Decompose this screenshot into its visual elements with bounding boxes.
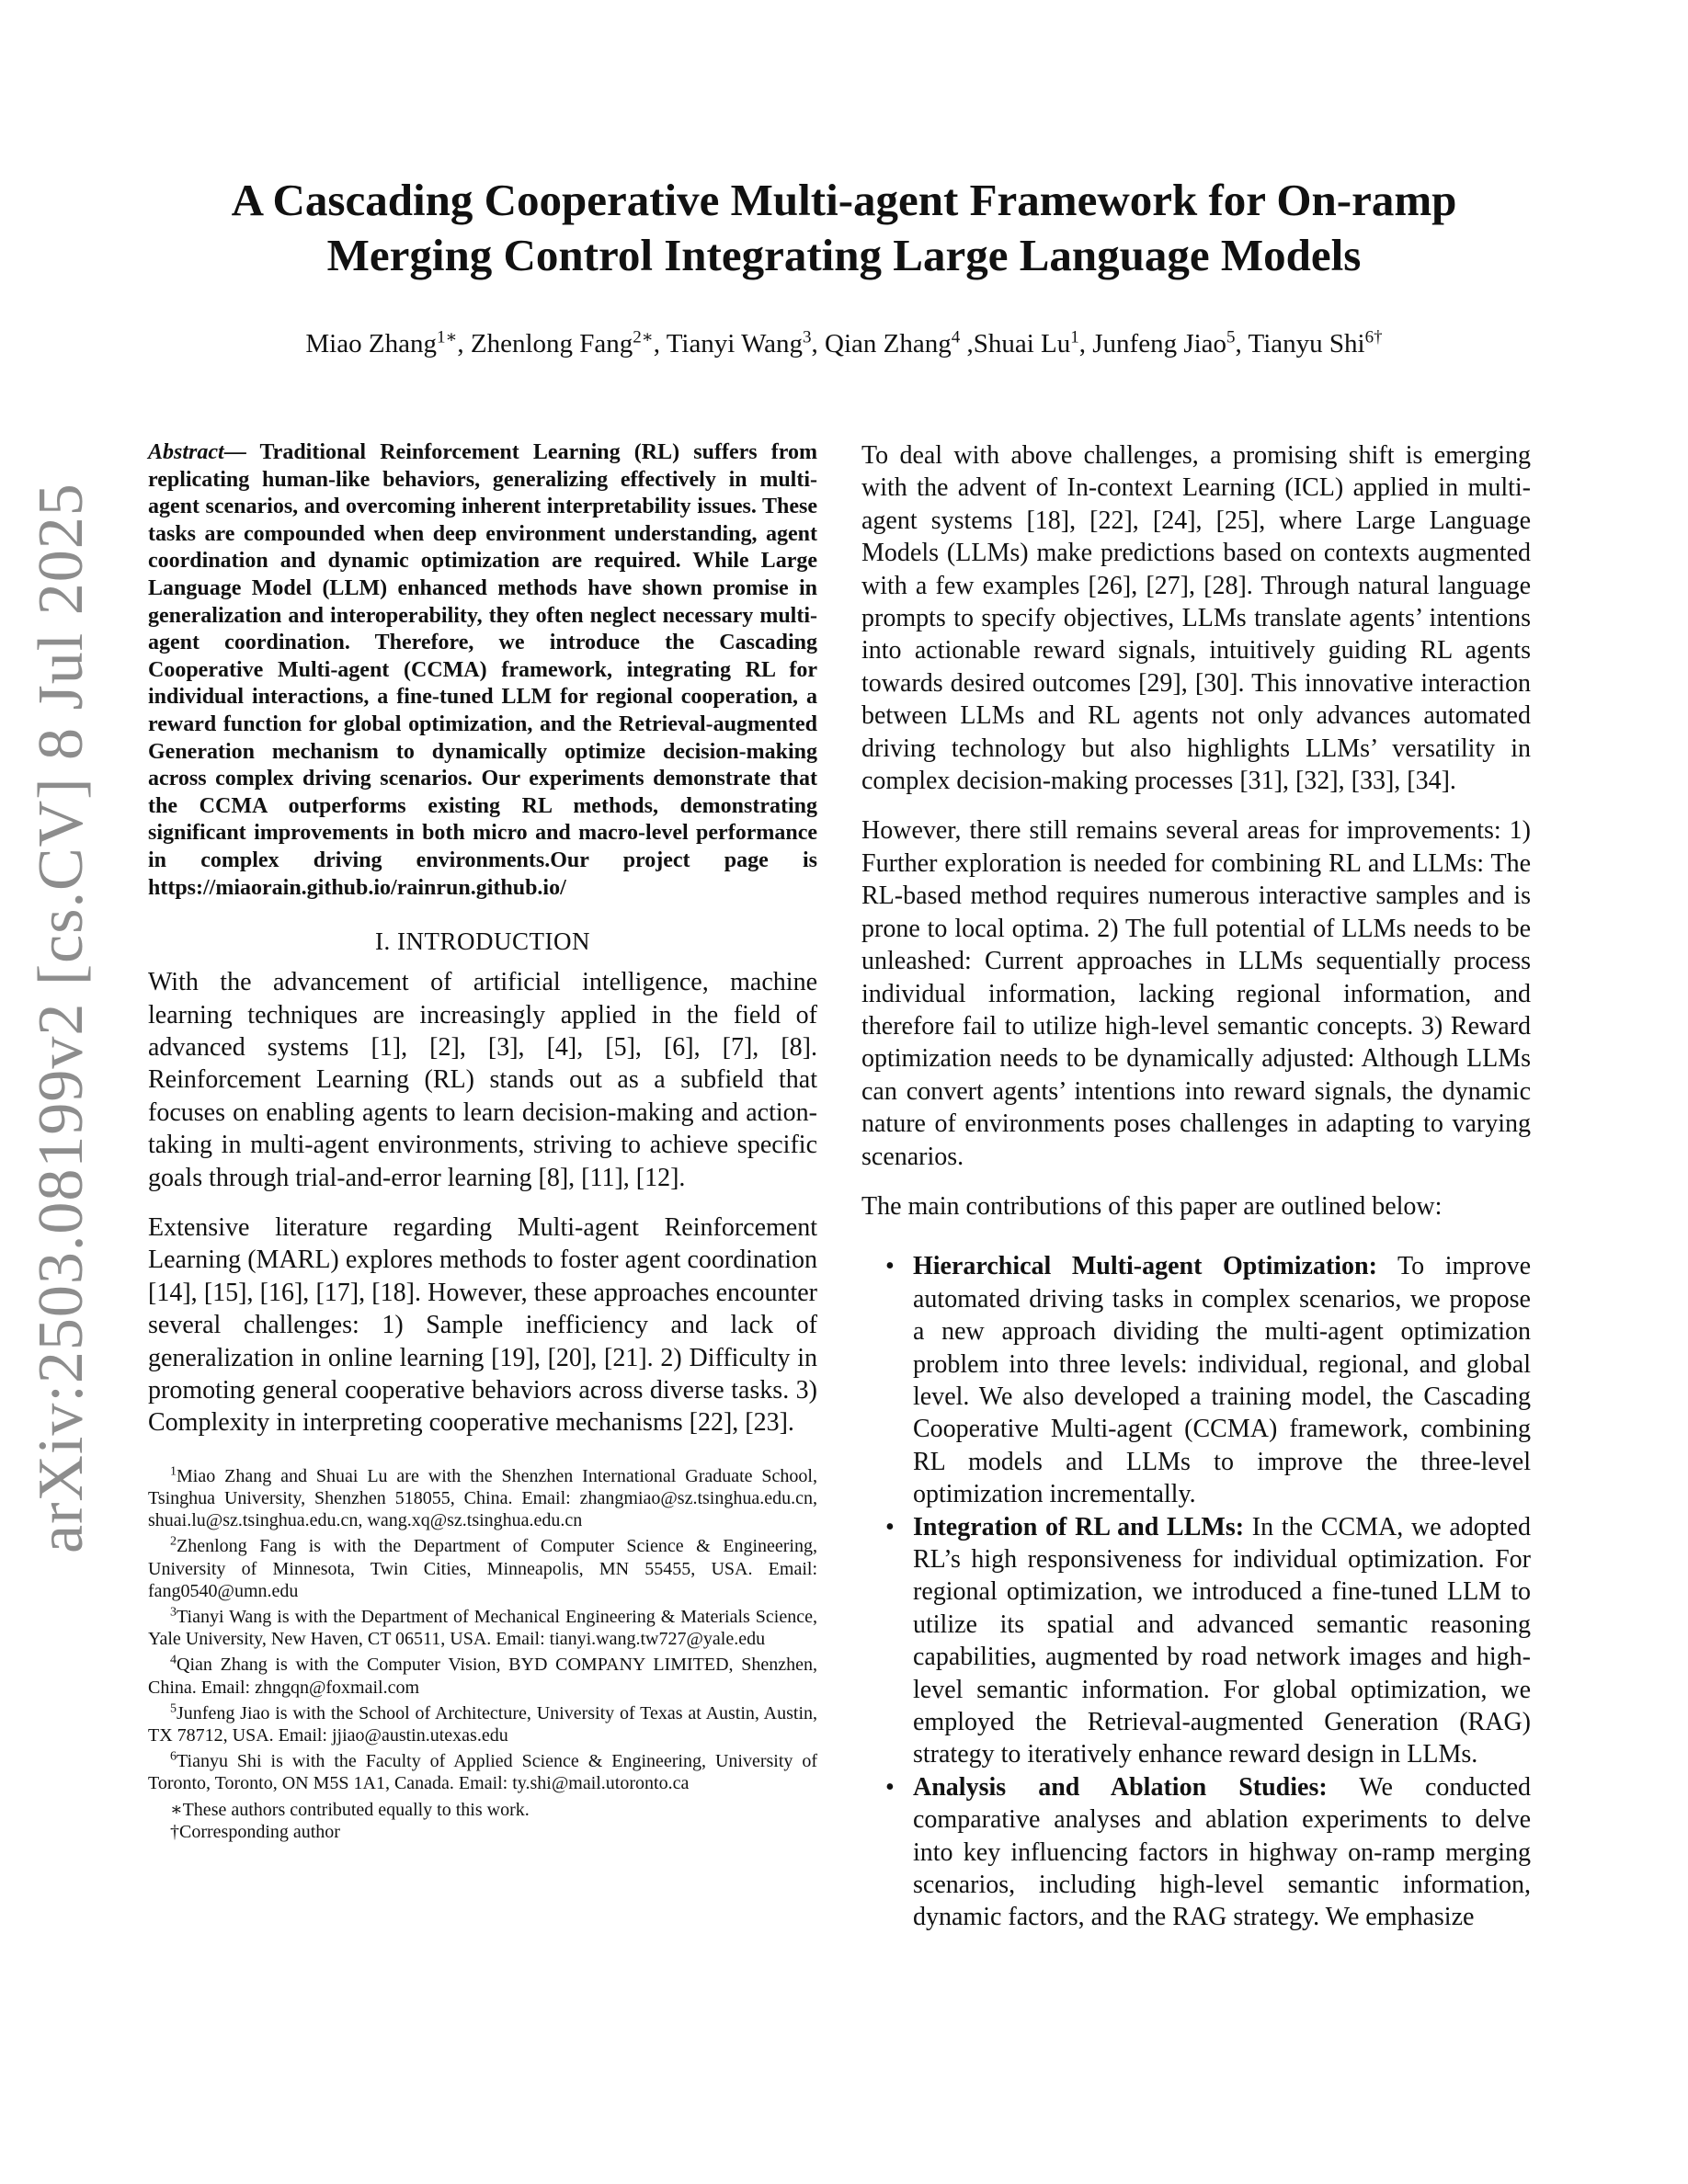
author-name: Miao Zhang xyxy=(305,329,437,358)
contribution-heading: Integration of RL and LLMs: xyxy=(913,1512,1245,1541)
bullet-icon: • xyxy=(885,1772,895,1802)
contribution-heading: Hierarchical Multi-agent Optimization: xyxy=(913,1252,1377,1281)
author-affiliation-mark: 4 xyxy=(951,327,961,347)
contribution-item xyxy=(861,1771,1531,1934)
author-affiliation-mark: 1∗ xyxy=(436,327,458,347)
footnote-mark: 4 xyxy=(170,1653,177,1667)
title-line-1: A Cascading Cooperative Multi-agent Framework for On-ramp xyxy=(231,175,1457,225)
bullet-icon: • xyxy=(885,1252,895,1281)
footnote-text: Zhenlong Fang is with the Department of Computer Science & Engineering, University of Minnesota, Twin Cities, Minneapolis, MN 55455, USA. Email: fang0540@umn.edu xyxy=(148,1536,817,1601)
author-affiliation-mark: 6† xyxy=(1364,327,1383,347)
author-name: Tianyi Wang xyxy=(666,329,804,358)
author-name: Zhenlong Fang xyxy=(470,329,633,358)
contribution-item xyxy=(861,1250,1531,1510)
footnote-text: Junfeng Jiao is with the School of Architecture, University of Texas at Austin, Austin, TX 78712, USA. Email: jjiao@austin.utexas.edu xyxy=(148,1702,817,1746)
author-affiliation-mark: 5 xyxy=(1226,327,1236,347)
paper-title xyxy=(138,173,1550,283)
footnote xyxy=(148,1535,817,1602)
footnote-text: Tianyu Shi is with the Faculty of Applied Science & Engineering, University of Toronto, Toronto, ON M5S 1A1, Canada. Email: ty.shi@mail.utoronto.ca xyxy=(148,1751,817,1794)
contribution-text: In the CCMA, we adopted RL’s high responsiveness for individual optimization. For regional optimization, we introduced a fine-tuned LLM to utilize its spatial and advanced semantic reasoning capabilities, augmented by road network images and high-level semantic information. For global optimization, we employed the Retrieval-augmented Generation (RAG) strategy to iteratively enhance reward design in LLMs. xyxy=(913,1512,1531,1769)
footnote-mark: 3 xyxy=(170,1605,177,1620)
abstract-dash: — xyxy=(223,440,260,464)
footnote xyxy=(148,1702,817,1746)
left-column xyxy=(148,439,817,1843)
footnote xyxy=(148,1465,817,1532)
author-name: Shuai Lu xyxy=(973,329,1071,358)
contributions-list xyxy=(861,1250,1531,1934)
footnote-text: Qian Zhang is with the Computer Vision, BYD COMPANY LIMITED, Shenzhen, China. Email: zhngqn@foxmail.com xyxy=(148,1655,817,1698)
arxiv-identifier[interactable]: arXiv:2503.08199v2 [cs.CV] 8 Jul 2025 xyxy=(26,483,97,1553)
body-paragraph: However, there still remains several areas for improvements: 1) Further exploration is needed for combining RL and LLMs: The RL-based method requires numerous interactive samples and is prone to local optima. 2) The full potential of LLMs needs to be unleashed: Current approaches in LLMs sequentially process individual information, lacking regional information, and therefore fail to utilize high-level semantic concepts. 3) Reward optimization needs to be dynamically adjusted: Although LLMs can convert agents’ intentions into reward signals, the dynamic nature of environments poses challenges in adapting to varying scenarios. xyxy=(861,816,1531,1171)
author-affiliation-mark: 3 xyxy=(803,327,812,347)
author-name: Junfeng Jiao xyxy=(1092,329,1227,358)
intro-paragraph: Extensive literature regarding Multi-agent Reinforcement Learning (MARL) explores methods to foster agent coordination [14], [15], [16], [17], [18]. However, these approaches encounter several challenges: 1) Sample inefficiency and lack of generalization in online learning [19], [20], [21]. 2) Difficulty in promoting general cooperative behaviors across diverse tasks. 3) Complexity in interpreting cooperative mechanisms [22], [23]. xyxy=(148,1212,817,1438)
body-paragraph: To deal with above challenges, a promising shift is emerging with the advent of In-context Learning (ICL) applied in multi-agent systems [18], [22], [24], [25], where Large Language Models (LLMs) make predictions based on contexts augmented with a few examples [26], [27], [28]. Through natural language prompts to specify objectives, LLMs translate agents’ intentions into actionable reward signals, intuitively guiding RL agents towards desired outcomes [29], [30]. This innovative interaction between LLMs and RL agents not only advances automated driving technology but also highlights LLMs’ versatility in complex decision-making processes [31], [32], [33], [34]. xyxy=(861,441,1531,796)
contribution-text: We conducted comparative analyses and ablation experiments to delve into key influencing factors in highway on-ramp merging scenarios, including high-level semantic information, dynamic factors, and the RAG strategy. We emphasize xyxy=(913,1772,1532,1932)
abstract-text: Traditional Reinforcement Learning (RL) suffers from replicating human-like behaviors, generalizing effectively in multi-agent scenarios, and overcoming inherent interpretability issues. These tasks are compounded when deep environment understanding, agent coordination and dynamic optimization are required. While Large Language Model (LLM) enhanced methods have shown promise in generalization and interoperability, they often neglect necessary multi-agent coordination. Therefore, we introduce the Cascading Cooperative Multi-agent (CCMA) framework, integrating RL for individual interactions, a fine-tuned LLM for regional cooperation, a reward function for global optimization, and the Retrieval-augmented Generation mechanism to dynamically optimize decision-making across complex driving scenarios. Our experiments demonstrate that the CCMA outperforms existing RL methods, demonstrating significant improvements in both micro and macro-level performance in complex driving environments.Our project page is https://miaorain.github.io/rainrun.github.io/ xyxy=(148,440,817,900)
abstract xyxy=(148,439,817,902)
section-heading-introduction: I. INTRODUCTION xyxy=(375,927,590,956)
footnote-mark: 6 xyxy=(170,1749,177,1764)
author-affiliation-mark: 1 xyxy=(1070,327,1079,347)
contribution-heading: Analysis and Ablation Studies: xyxy=(913,1772,1328,1802)
footnote xyxy=(148,1606,817,1650)
footnote xyxy=(148,1750,817,1794)
footnote-text: Tianyi Wang is with the Department of Mechanical Engineering & Materials Science, Yale University, New Haven, CT 06511, USA. Email: tianyi.wang.tw727@yale.edu xyxy=(148,1607,817,1650)
contribution-item xyxy=(861,1511,1531,1771)
bullet-icon: • xyxy=(885,1512,895,1541)
footnote-text: Miao Zhang and Shuai Lu are with the Shenzhen International Graduate School, Tsinghua University, Shenzhen 518055, China. Email: zhangmiao@sz.tsinghua.edu.cn, shuai.lu@sz.tsinghua.edu.cn, wang.xq@sz.tsinghua.edu.cn xyxy=(148,1465,817,1531)
author-name: Qian Zhang xyxy=(825,329,952,358)
right-column xyxy=(861,439,1531,1934)
author-affiliation-mark: 2∗ xyxy=(633,327,654,347)
corresponding-author-note: †Corresponding author xyxy=(170,1821,340,1842)
abstract-label: Abstract xyxy=(148,440,224,464)
title-line-2: Merging Control Integrating Large Language Models xyxy=(326,230,1362,280)
footnote-mark: 2 xyxy=(170,1534,177,1549)
footnote xyxy=(148,1654,817,1698)
footnotes xyxy=(148,1465,817,1843)
footnote-mark: 5 xyxy=(170,1701,177,1716)
contribution-text: To improve automated driving tasks in complex scenarios, we propose a new approach dividing the multi-agent optimization problem into three levels: individual, regional, and global level. We also developed a training model, the Cascading Cooperative Multi-agent (CCMA) framework, combining RL models and LLMs to improve the three-level optimization incrementally. xyxy=(913,1252,1532,1509)
equal-contribution-note: ∗These authors contributed equally to this work. xyxy=(170,1799,530,1820)
body-paragraph: The main contributions of this paper are outlined below: xyxy=(861,1191,1443,1221)
footnote-mark: 1 xyxy=(170,1464,177,1479)
author-list: Miao Zhang$^{1∗}$, Zhenlong Fang$^{2∗}$, Tianyi Wang$^3$, Qian Zhang$^4$ ,Shuai Lu$^1$, Junfeng Jiao$^5$, Tianyu Shi$^{6\dagger}$ xyxy=(305,327,1383,358)
intro-paragraph: With the advancement of artificial intelligence, machine learning techniques are increasingly applied in the field of advanced systems [1], [2], [3], [4], [5], [6], [7], [8]. Reinforcement Learning (RL) stands out as a subfield that focuses on enabling agents to learn decision-making and action-taking in multi-agent environments, striving to achieve specific goals through trial-and-error learning [8], [11], [12]. xyxy=(148,968,817,1192)
author-name: Tianyu Shi xyxy=(1248,329,1365,358)
